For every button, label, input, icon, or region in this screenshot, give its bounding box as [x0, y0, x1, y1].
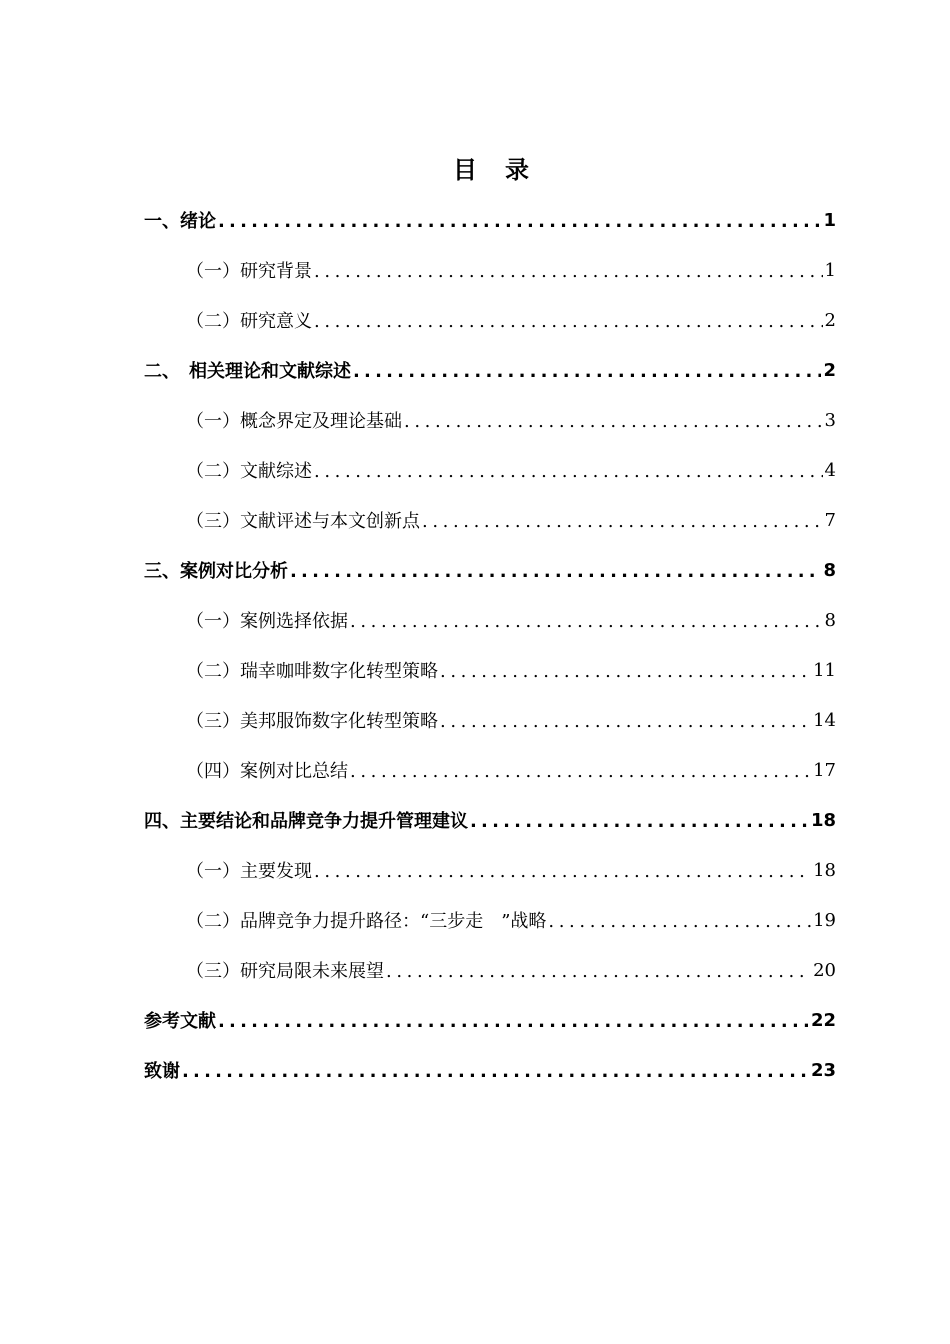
toc-leader-dots — [314, 461, 823, 482]
toc-leader-dots — [470, 811, 809, 832]
toc-entry-label: （一）案例选择依据 — [186, 607, 350, 633]
toc-entry-label: （三）研究局限未来展望 — [186, 957, 386, 983]
toc-entry-references[interactable] — [144, 995, 836, 1045]
toc-leader-dots — [353, 361, 821, 382]
toc-entry-page: 20 — [813, 959, 836, 981]
toc-entry-4-3[interactable] — [144, 945, 836, 995]
toc-entry-2-1[interactable] — [144, 395, 836, 445]
toc-leader-dots — [350, 761, 811, 782]
toc-entry-page: 3 — [824, 409, 836, 431]
toc-entry-2[interactable] — [144, 345, 836, 395]
toc-leader-dots — [548, 911, 811, 932]
toc-entry-4[interactable] — [144, 795, 836, 845]
toc-entry-page: 7 — [824, 509, 836, 531]
toc-entry-3-2[interactable] — [144, 645, 836, 695]
toc-entry-page: 14 — [813, 709, 836, 731]
toc-entry-page: 18 — [810, 809, 836, 831]
toc-entry-page: 4 — [824, 459, 836, 481]
toc-entry-page: 17 — [813, 759, 836, 781]
toc-entry-4-2[interactable] — [144, 895, 836, 945]
toc-leader-dots — [314, 861, 811, 882]
toc-entry-label: （二）品牌竞争力提升路径：“三步走 ”战略 — [186, 907, 548, 933]
toc-entry-4-1[interactable] — [144, 845, 836, 895]
toc-entry-page: 8 — [823, 559, 836, 581]
toc-entry-label: （二）瑞幸咖啡数字化转型策略 — [186, 657, 440, 683]
toc-leader-dots — [440, 661, 811, 682]
toc-entry-label: 四、主要结论和品牌竞争力提升管理建议 — [144, 807, 470, 833]
toc-entry-3-1[interactable] — [144, 595, 836, 645]
toc-entry-page: 19 — [813, 909, 836, 931]
toc-entry-label: 二、 相关理论和文献综述 — [144, 357, 353, 383]
toc-entry-page: 23 — [810, 1059, 836, 1081]
toc-entry-page: 1 — [823, 209, 836, 231]
toc-entry-label: 致谢 — [144, 1057, 182, 1083]
toc-leader-dots — [386, 961, 811, 982]
toc-entry-page: 2 — [823, 359, 836, 381]
toc-leader-dots — [218, 211, 821, 232]
toc-entry-label: 参考文献 — [144, 1007, 218, 1033]
toc-entry-page: 8 — [824, 609, 836, 631]
toc-entry-page: 11 — [813, 659, 836, 681]
toc-leader-dots — [290, 561, 821, 582]
toc-entry-label: （一）主要发现 — [186, 857, 314, 883]
toc-entry-1-2[interactable] — [144, 295, 836, 345]
toc-leader-dots — [422, 511, 823, 532]
toc-leader-dots — [314, 311, 823, 332]
toc-entry-label: （四）案例对比总结 — [186, 757, 350, 783]
toc-entry-acknowledgements[interactable] — [144, 1045, 836, 1095]
toc-leader-dots — [350, 611, 823, 632]
toc-entry-label: （二）研究意义 — [186, 307, 314, 333]
toc-leader-dots — [440, 711, 811, 732]
toc-leader-dots — [182, 1061, 809, 1082]
toc-entry-1[interactable] — [144, 195, 836, 245]
toc-entry-label: （一）研究背景 — [186, 257, 314, 283]
toc-leader-dots — [314, 261, 823, 282]
toc-entry-page: 22 — [810, 1009, 836, 1031]
toc-entry-2-2[interactable] — [144, 445, 836, 495]
toc-leader-dots — [404, 411, 823, 432]
toc-entry-label: （二）文献综述 — [186, 457, 314, 483]
toc-entry-label: 一、绪论 — [144, 207, 218, 233]
toc-entry-label: （三）文献评述与本文创新点 — [186, 507, 422, 533]
toc-entry-label: （一）概念界定及理论基础 — [186, 407, 404, 433]
toc-entry-1-1[interactable] — [144, 245, 836, 295]
toc-entry-3-4[interactable] — [144, 745, 836, 795]
toc-entry-2-3[interactable] — [144, 495, 836, 545]
table-of-contents — [144, 195, 836, 1095]
toc-entry-page: 2 — [824, 309, 836, 331]
toc-entry-page: 18 — [813, 859, 836, 881]
toc-entry-label: （三）美邦服饰数字化转型策略 — [186, 707, 440, 733]
toc-entry-page: 1 — [824, 259, 836, 281]
toc-entry-label: 三、案例对比分析 — [144, 557, 290, 583]
toc-leader-dots — [218, 1011, 809, 1032]
toc-entry-3-3[interactable] — [144, 695, 836, 745]
toc-entry-3[interactable] — [144, 545, 836, 595]
toc-title: 目 录 — [453, 156, 531, 184]
